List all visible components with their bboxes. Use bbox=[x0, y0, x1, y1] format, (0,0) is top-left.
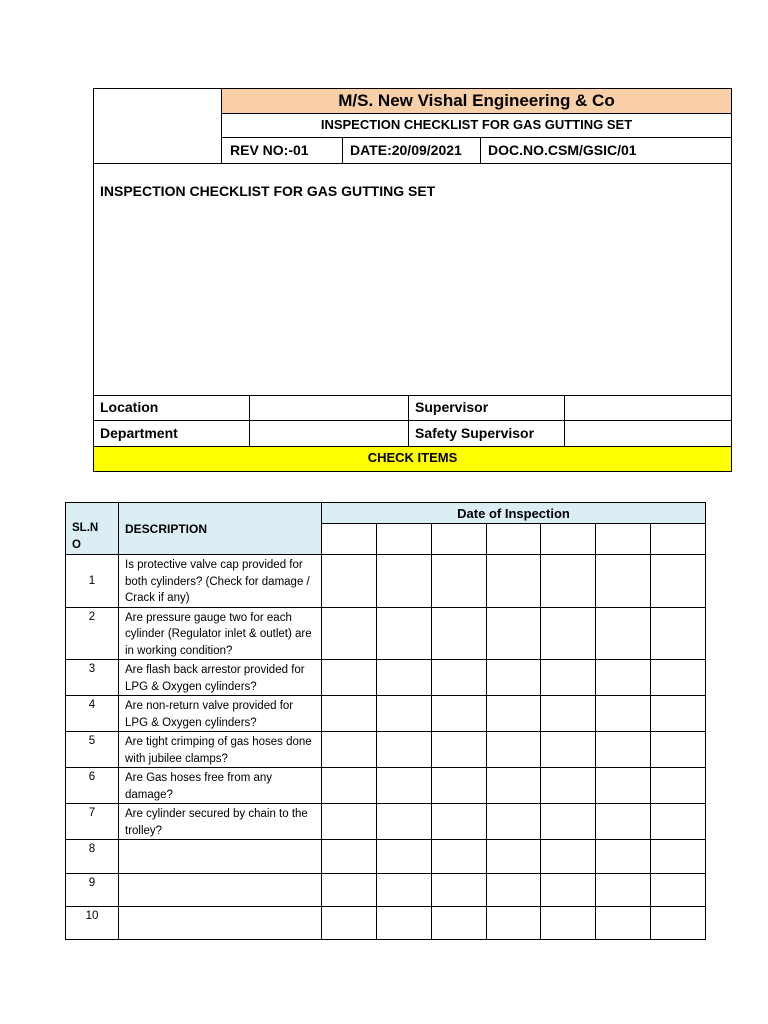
inspection-entry-cell[interactable] bbox=[322, 804, 377, 840]
company-name: M/S. New Vishal Engineering & Co bbox=[222, 89, 731, 114]
department-label: Department bbox=[100, 425, 178, 441]
inspection-entry-cell[interactable] bbox=[596, 660, 651, 696]
description-header-text: DESCRIPTION bbox=[125, 521, 208, 536]
inspection-entry-cell[interactable] bbox=[322, 874, 377, 907]
inspection-entry-cell[interactable] bbox=[377, 874, 432, 907]
inspection-entry-cell[interactable] bbox=[651, 555, 706, 608]
inspection-entry-cell[interactable] bbox=[596, 555, 651, 608]
inspection-entry-cell[interactable] bbox=[651, 804, 706, 840]
inspection-entry-cell[interactable] bbox=[377, 607, 432, 660]
inspection-entry-cell[interactable] bbox=[651, 768, 706, 804]
sl-no-text: 3 bbox=[88, 663, 96, 675]
inspection-entry-cell[interactable] bbox=[432, 660, 487, 696]
inspection-entry-cell[interactable] bbox=[487, 874, 541, 907]
inspection-entry-cell[interactable] bbox=[487, 804, 541, 840]
inspection-entry-cell[interactable] bbox=[596, 907, 651, 940]
department-field[interactable] bbox=[250, 421, 408, 446]
date-col-2[interactable] bbox=[377, 524, 432, 555]
inspection-entry-cell[interactable] bbox=[487, 696, 541, 732]
inspection-entry-cell[interactable] bbox=[432, 874, 487, 907]
table-row bbox=[66, 660, 706, 696]
inspection-entry-cell[interactable] bbox=[322, 768, 377, 804]
inspection-entry-cell[interactable] bbox=[651, 874, 706, 907]
inspection-entry-cell[interactable] bbox=[541, 874, 596, 907]
inspection-entry-cell[interactable] bbox=[377, 768, 432, 804]
document-subtitle: INSPECTION CHECKLIST FOR GAS GUTTING SET bbox=[222, 114, 731, 138]
table-row bbox=[66, 607, 706, 660]
supervisor-field[interactable] bbox=[565, 396, 731, 420]
header-divider bbox=[94, 163, 731, 164]
inspection-entry-cell[interactable] bbox=[596, 696, 651, 732]
inspection-entry-cell[interactable] bbox=[322, 840, 377, 874]
table-row bbox=[66, 768, 706, 804]
logo-area bbox=[94, 89, 222, 163]
sl-no-cell bbox=[66, 907, 119, 940]
location-field[interactable] bbox=[250, 396, 408, 420]
inspection-entry-cell[interactable] bbox=[432, 804, 487, 840]
sl-no-cell bbox=[66, 555, 119, 608]
date-col-4[interactable] bbox=[487, 524, 541, 555]
description-header bbox=[119, 503, 322, 555]
inspection-entry-cell[interactable] bbox=[377, 907, 432, 940]
date-col-1[interactable] bbox=[322, 524, 377, 555]
sl-no-cell bbox=[66, 732, 119, 768]
sl-no-text: 1 bbox=[88, 574, 96, 587]
inspection-entry-cell[interactable] bbox=[651, 607, 706, 660]
inspection-entry-cell[interactable] bbox=[487, 607, 541, 660]
location-label: Location bbox=[100, 399, 159, 415]
date-of-inspection-text: Date of Inspection bbox=[457, 505, 570, 521]
date-col-3[interactable] bbox=[432, 524, 487, 555]
date-of-inspection-header bbox=[322, 503, 706, 524]
rev-number: REV NO:-01 bbox=[222, 138, 343, 163]
inspection-entry-cell[interactable] bbox=[487, 768, 541, 804]
description-cell bbox=[119, 874, 322, 907]
inspection-entry-cell[interactable] bbox=[541, 607, 596, 660]
description-cell bbox=[119, 907, 322, 940]
inspection-entry-cell[interactable] bbox=[432, 907, 487, 940]
sl-no-text: 5 bbox=[88, 735, 96, 747]
date-col-7[interactable] bbox=[651, 524, 706, 555]
supervisor-label: Supervisor bbox=[415, 399, 489, 415]
sl-no-text: 10 bbox=[85, 910, 99, 922]
inspection-entry-cell[interactable] bbox=[541, 804, 596, 840]
inspection-entry-cell[interactable] bbox=[541, 696, 596, 732]
inspection-entry-cell[interactable] bbox=[322, 660, 377, 696]
inspection-entry-cell[interactable] bbox=[651, 696, 706, 732]
inspection-entry-cell[interactable] bbox=[377, 555, 432, 608]
inspection-entry-cell[interactable] bbox=[322, 732, 377, 768]
inspection-entry-cell[interactable] bbox=[487, 660, 541, 696]
inspection-entry-cell[interactable] bbox=[377, 660, 432, 696]
sl-no-text: 8 bbox=[88, 843, 96, 855]
inspection-entry-cell[interactable] bbox=[377, 840, 432, 874]
sl-no-text: 9 bbox=[88, 877, 96, 889]
inspection-entry-cell[interactable] bbox=[596, 840, 651, 874]
safety-supervisor-label: Safety Supervisor bbox=[415, 425, 535, 441]
description-cell: Are Gas hoses free from any damage? bbox=[119, 768, 322, 804]
inspection-entry-cell[interactable] bbox=[541, 840, 596, 874]
sl-no-cell bbox=[66, 804, 119, 840]
inspection-entry-cell[interactable] bbox=[322, 696, 377, 732]
inspection-entry-cell[interactable] bbox=[651, 732, 706, 768]
inspection-entry-cell[interactable] bbox=[596, 607, 651, 660]
inspection-entry-cell[interactable] bbox=[432, 840, 487, 874]
inspection-entry-cell[interactable] bbox=[432, 607, 487, 660]
inspection-entry-cell[interactable] bbox=[596, 874, 651, 907]
inspection-entry-cell[interactable] bbox=[651, 840, 706, 874]
table-row bbox=[66, 555, 706, 608]
inspection-entry-cell[interactable] bbox=[487, 840, 541, 874]
description-cell: Are tight crimping of gas hoses done with jubilee clamps? bbox=[119, 732, 322, 768]
checklist-table bbox=[65, 502, 706, 940]
sl-no-cell bbox=[66, 660, 119, 696]
inspection-entry-cell[interactable] bbox=[377, 804, 432, 840]
date-col-6[interactable] bbox=[596, 524, 651, 555]
inspection-entry-cell[interactable] bbox=[541, 732, 596, 768]
inspection-entry-cell[interactable] bbox=[322, 907, 377, 940]
inspection-entry-cell[interactable] bbox=[596, 732, 651, 768]
inspection-entry-cell[interactable] bbox=[377, 732, 432, 768]
sl-no-header-text: SL.N O bbox=[72, 521, 99, 551]
document-date: DATE:20/09/2021 bbox=[343, 138, 481, 163]
check-items-bar: CHECK ITEMS bbox=[94, 446, 731, 471]
inspection-entry-cell[interactable] bbox=[541, 768, 596, 804]
inspection-entry-cell[interactable] bbox=[487, 907, 541, 940]
inspection-entry-cell[interactable] bbox=[432, 768, 487, 804]
inspection-entry-cell[interactable] bbox=[322, 555, 377, 608]
description-cell: Are pressure gauge two for each cylinder (Regulator inlet & outlet) are in working condition? bbox=[119, 607, 322, 660]
inspection-entry-cell[interactable] bbox=[541, 907, 596, 940]
inspection-entry-cell[interactable] bbox=[322, 607, 377, 660]
date-col-5[interactable] bbox=[541, 524, 596, 555]
sl-no-cell bbox=[66, 607, 119, 660]
table-row bbox=[66, 840, 706, 874]
inspection-entry-cell[interactable] bbox=[432, 555, 487, 608]
inspection-entry-cell[interactable] bbox=[596, 804, 651, 840]
description-cell: Are cylinder secured by chain to the trolley? bbox=[119, 804, 322, 840]
table-row bbox=[66, 907, 706, 940]
sl-no-cell bbox=[66, 768, 119, 804]
table-row bbox=[66, 696, 706, 732]
description-cell: Are non-return valve provided for LPG & Oxygen cylinders? bbox=[119, 696, 322, 732]
inspection-entry-cell[interactable] bbox=[432, 696, 487, 732]
sl-no-text: 4 bbox=[88, 699, 96, 711]
inspection-entry-cell[interactable] bbox=[487, 555, 541, 608]
inspection-entry-cell[interactable] bbox=[487, 732, 541, 768]
inspection-entry-cell[interactable] bbox=[541, 660, 596, 696]
description-cell: Are flash back arrestor provided for LPG & Oxygen cylinders? bbox=[119, 660, 322, 696]
body-title: INSPECTION CHECKLIST FOR GAS GUTTING SET bbox=[100, 183, 436, 199]
sl-no-cell bbox=[66, 874, 119, 907]
safety-supervisor-field[interactable] bbox=[565, 421, 731, 446]
inspection-entry-cell[interactable] bbox=[541, 555, 596, 608]
inspection-entry-cell[interactable] bbox=[651, 907, 706, 940]
sl-no-cell bbox=[66, 696, 119, 732]
inspection-entry-cell[interactable] bbox=[377, 696, 432, 732]
sl-no-cell bbox=[66, 840, 119, 874]
description-cell bbox=[119, 840, 322, 874]
table-row bbox=[66, 874, 706, 907]
document-number: DOC.NO.CSM/GSIC/01 bbox=[488, 142, 637, 158]
table-row bbox=[66, 732, 706, 768]
sl-no-text: 6 bbox=[88, 771, 96, 783]
table-row bbox=[66, 804, 706, 840]
inspection-entry-cell[interactable] bbox=[432, 732, 487, 768]
inspection-entry-cell[interactable] bbox=[651, 660, 706, 696]
sl-no-text: 7 bbox=[88, 807, 96, 819]
sl-no-text: 2 bbox=[88, 610, 96, 623]
inspection-entry-cell[interactable] bbox=[596, 768, 651, 804]
sl-no-header bbox=[66, 503, 119, 555]
checklist-body bbox=[66, 555, 706, 940]
description-cell: Is protective valve cap provided for both cylinders? (Check for damage / Crack if any) bbox=[119, 555, 322, 608]
